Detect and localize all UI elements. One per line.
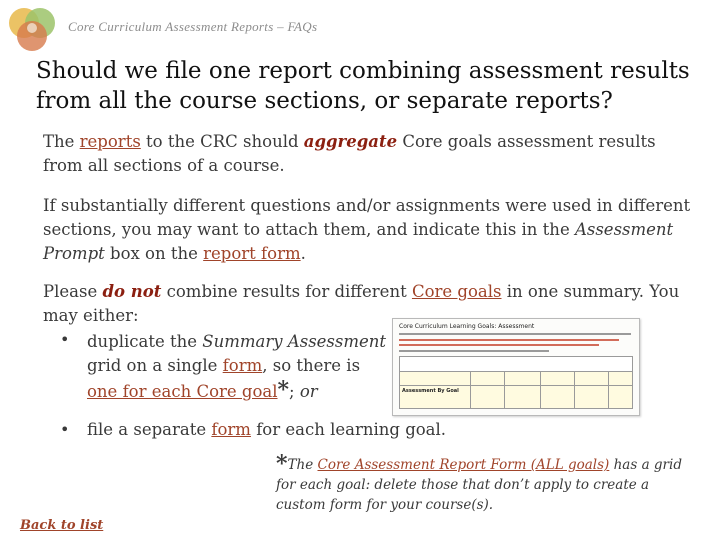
bullet-dot-icon: • xyxy=(60,420,70,439)
back-to-list-link[interactable]: Back to list xyxy=(20,518,104,533)
answer-paragraph-3: Please do not combine results for different Core goals in one summary. You may either: xyxy=(43,282,680,325)
one-for-each-core-goal-link[interactable]: one for each Core goal xyxy=(87,382,278,401)
assessment-prompt-term: Assessment Prompt xyxy=(43,220,674,263)
core-goals-link[interactable]: Core goals xyxy=(411,282,502,301)
do-not-emphasis: do not xyxy=(102,282,162,301)
bullet-item-separate: file a separate form for each learning goal. xyxy=(87,420,447,439)
report-form-link[interactable]: report form xyxy=(203,244,301,263)
header-title: Core Curriculum Assessment Reports – FAQs xyxy=(68,19,318,34)
form-link[interactable]: form xyxy=(211,420,251,439)
bullet-item-duplicate: duplicate the Summary Assessment grid on a single form, so there is one for each Core goal*; or xyxy=(87,332,387,403)
answer-paragraph-2: If substantially different questions and/or assignments were used in different sections, you may want to attach them, and indicate this in the Assessment Prompt box on the report form. xyxy=(43,196,691,263)
bullet-dot-icon: • xyxy=(60,330,70,349)
thumbnail-title: Core Curriculum Learning Goals: Assessment xyxy=(399,323,535,330)
footnote: *The Core Assessment Report Form (ALL goals) has a grid for each goal: delete those that don’t apply to create a custom form for your course(s). xyxy=(276,451,682,513)
aggregate-emphasis: aggregate xyxy=(303,132,398,151)
page-title: Should we file one report combining assessment results from all the course sections, or separate reports? xyxy=(36,58,690,114)
reports-link[interactable]: reports xyxy=(79,132,141,151)
core-assessment-report-form-link[interactable]: Core Assessment Report Form (ALL goals) xyxy=(317,457,610,473)
logo-icon xyxy=(4,4,60,54)
summary-assessment-term: Summary Assessment xyxy=(202,332,387,351)
form-link[interactable]: form xyxy=(222,356,263,375)
thumbnail-grid xyxy=(399,356,633,409)
answer-paragraph-1: The reports to the CRC should aggregate Core goals assessment results from all sections of a course. xyxy=(43,132,656,175)
report-form-thumbnail xyxy=(392,318,640,416)
thumbnail-goal-label: Assessment By Goal xyxy=(402,388,459,394)
